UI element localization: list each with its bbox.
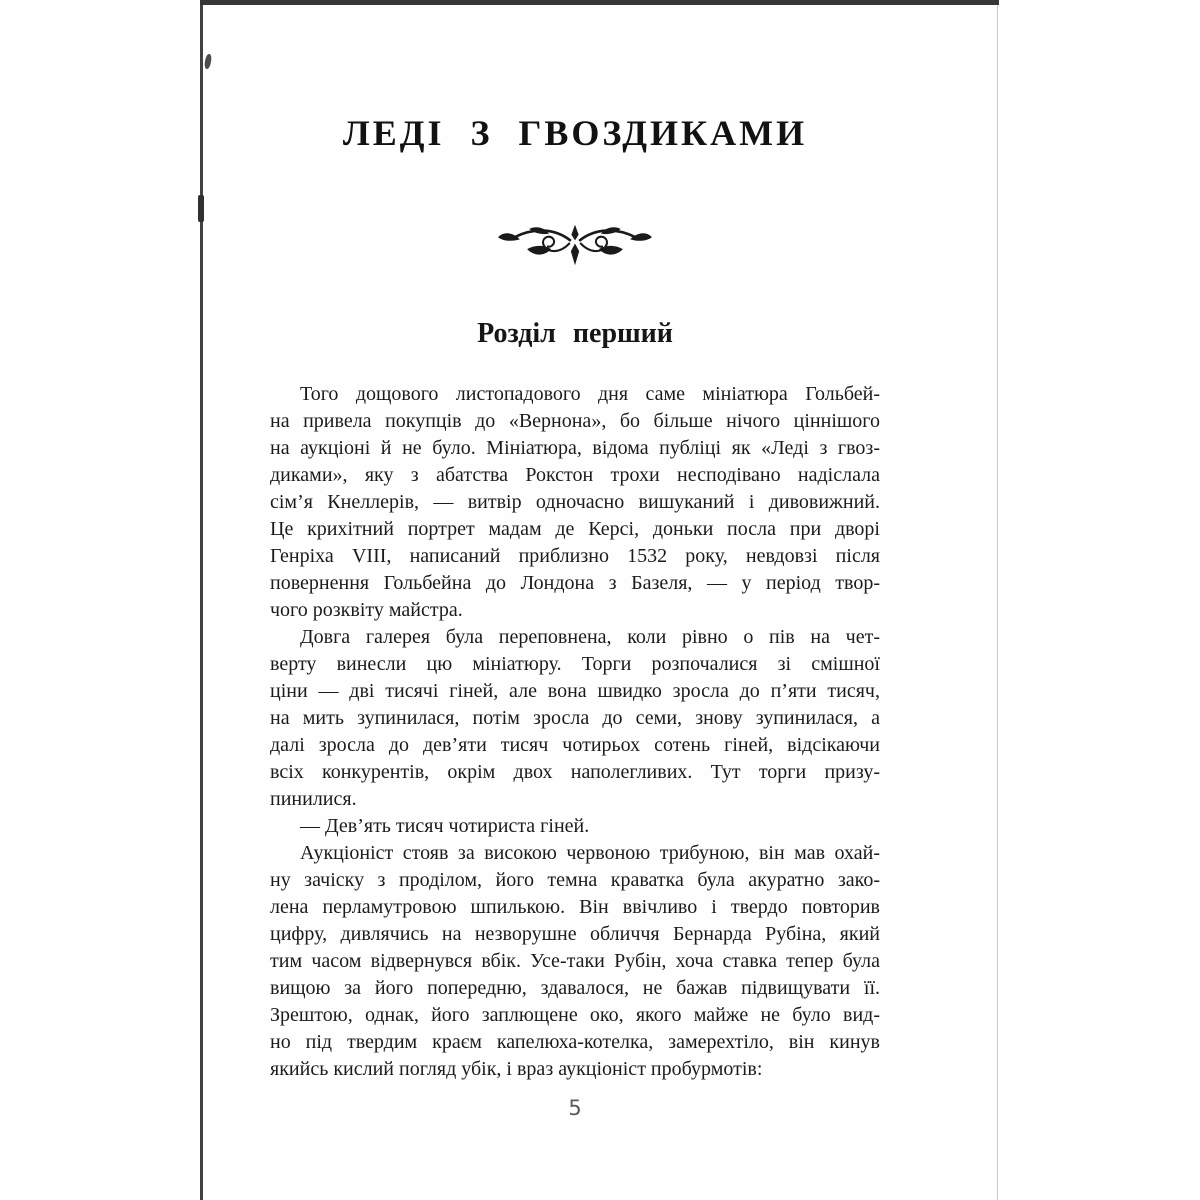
text-line: ну зачіску з проділом, його темна краватка була акуратно зако- xyxy=(270,869,880,891)
text-line: — Дев’ять тисяч чотириста гіней. xyxy=(300,815,590,837)
book-page xyxy=(200,0,998,1200)
page-number: 5 xyxy=(568,1096,582,1120)
text-line: сім’я Кнеллерів, — витвір одночасно вишуканий і дивовижний. xyxy=(270,491,880,513)
text-line: Генріха VIII, написаний приблизно 1532 року, невдовзі після xyxy=(270,545,880,567)
text-line: цифру, дивлячись на незворушне обличчя Бернарда Рубіна, який xyxy=(270,923,880,945)
text-line: Того дощового листопадового дня саме мініатюра Гольбей- xyxy=(300,383,880,405)
text-line: на привела покупців до «Вернона», бо більше нічого ціннішого xyxy=(270,410,880,432)
text-line: диками», яку з абатства Рокстон трохи несподівано надіслала xyxy=(270,464,880,486)
page-content xyxy=(270,0,880,1200)
text-line: пинилися. xyxy=(270,788,357,810)
text-line: всіх конкурентів, окрім двох наполегливих. Тут торги призу- xyxy=(270,761,880,783)
page-top-border xyxy=(200,0,999,5)
text-line: верту винесли цю мініатюру. Торги розпочалися зі смішної xyxy=(270,653,880,675)
text-line: вищою за його попередню, здавалося, не бажав підвищувати її. xyxy=(270,977,880,999)
text-line: на мить зупинилася, потім зросла до семи, знову зупинилася, а xyxy=(270,707,880,729)
text-line: на аукціоні й не було. Мініатюра, відома публіці як «Леді з гвоз- xyxy=(270,437,880,459)
scan-artifact xyxy=(198,195,204,222)
floral-divider-icon xyxy=(497,222,653,268)
text-line: лена перламутровою шпилькою. Він ввічливо і твердо повторив xyxy=(270,896,880,918)
text-line: Зрештою, однак, його заплющене око, якого майже не було вид- xyxy=(270,1004,880,1026)
text-line: Це крихітний портрет мадам де Керсі, доньки посла при дворі xyxy=(270,518,880,540)
text-line: чого розквіту майстра. xyxy=(270,599,463,621)
text-line: ціни — дві тисячі гіней, але вона швидко зросла до п’яти тисяч, xyxy=(270,680,880,702)
text-line: Довга галерея була переповнена, коли рівно о пів на чет- xyxy=(300,626,880,648)
text-line: но під твердим краєм капелюха-котелка, замерехтіло, він кинув xyxy=(270,1031,880,1053)
text-line: якийсь кислий погляд убік, і враз аукціоніст пробурмотів: xyxy=(270,1058,763,1080)
text-line: тим часом відвернувся вбік. Усе-таки Рубін, хоча ставка тепер була xyxy=(270,950,880,972)
floral-divider-ornament xyxy=(270,222,880,273)
chapter-heading: Розділ перший xyxy=(477,318,673,349)
text-line: Аукціоніст стояв за високою червоною трибуною, він мав охай- xyxy=(300,842,880,864)
text-line: повернення Гольбейна до Лондона з Базеля, — у період твор- xyxy=(270,572,880,594)
story-title: ЛЕДІ З ГВОЗДИКАМИ xyxy=(342,113,808,153)
body-text xyxy=(270,381,880,1083)
text-line: далі зросла до дев’яти тисяч чотирьох сотень гіней, відсікаючи xyxy=(270,734,880,756)
